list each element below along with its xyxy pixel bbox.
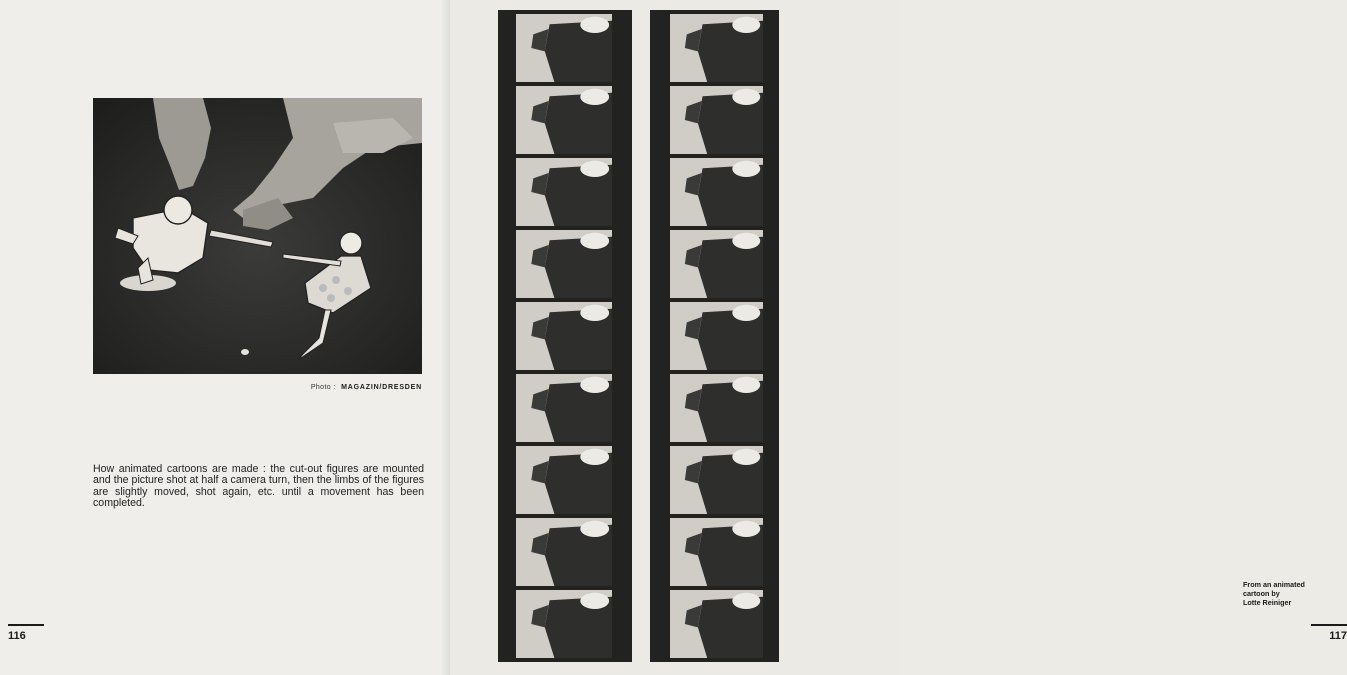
right-caption-line: From an animated (1243, 580, 1305, 589)
film-frame (670, 230, 763, 298)
film-frame (670, 158, 763, 226)
film-frame (516, 374, 612, 442)
film-frame (516, 158, 612, 226)
folio-rule (8, 624, 44, 626)
left-page-caption: How animated cartoons are made : the cut-out figures are mounted and the picture shot at half a camera turn, then the limbs of the figures are slightly moved, shot again, etc. until a movement has been completed. (93, 463, 424, 510)
film-frame (670, 446, 763, 514)
film-strip-2 (650, 10, 779, 662)
photo-credit-name: MAGAZIN/DRESDEN (341, 384, 422, 391)
page-number-left: 116 (8, 630, 26, 642)
animation-photo (93, 98, 422, 374)
film-frame (516, 14, 612, 82)
left-page-folio (8, 624, 44, 642)
film-frame (670, 86, 763, 154)
right-page-folio (1311, 624, 1347, 642)
left-page (0, 0, 450, 675)
film-strip-2-image (650, 10, 779, 662)
film-frame (670, 374, 763, 442)
right-caption-line: Lotte Reiniger (1243, 598, 1292, 607)
film-frame (516, 302, 612, 370)
folio-rule (1311, 624, 1347, 626)
photo-image (93, 98, 422, 374)
film-frame (670, 590, 763, 658)
film-frame (516, 590, 612, 658)
right-page-caption (1243, 580, 1333, 607)
film-frame (516, 86, 612, 154)
film-frame (670, 518, 763, 586)
film-frame (670, 302, 763, 370)
right-caption-line: cartoon by (1243, 589, 1280, 598)
film-frame (516, 518, 612, 586)
film-strip-1 (498, 10, 632, 662)
page-number-right: 117 (1329, 630, 1347, 642)
film-strip-1-image (498, 10, 632, 662)
film-frame (670, 14, 763, 82)
photo-credit (250, 384, 422, 391)
film-frame (516, 230, 612, 298)
photo-credit-label: Photo : (310, 384, 336, 391)
film-frame (516, 446, 612, 514)
